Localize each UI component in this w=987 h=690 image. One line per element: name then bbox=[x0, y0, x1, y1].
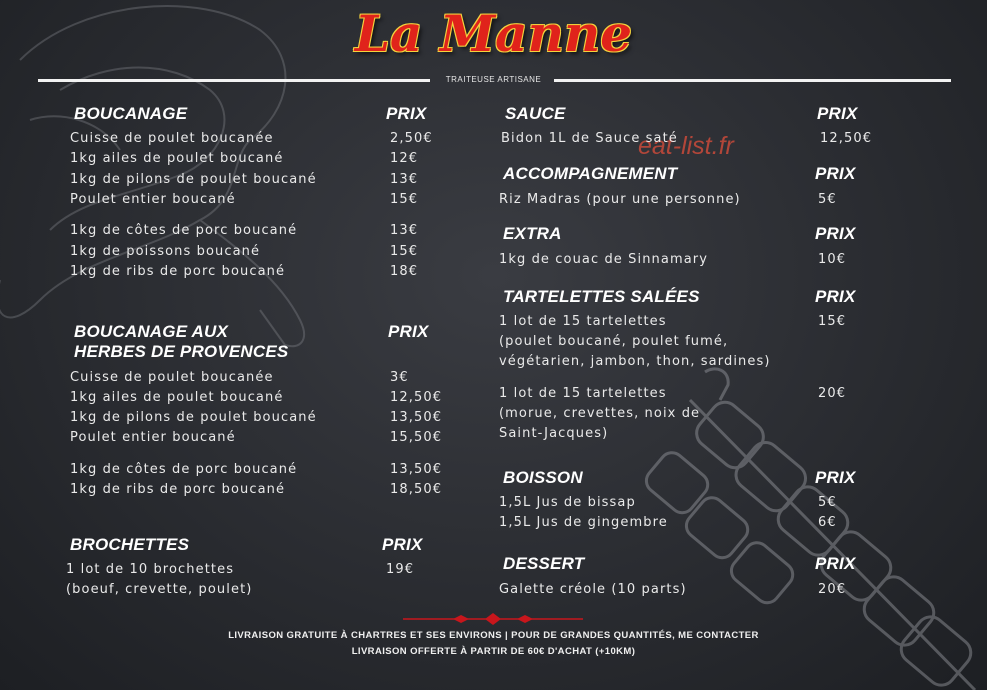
menu-item-name: 1 lot de 15 tartelettes bbox=[499, 314, 667, 329]
menu-item-price: 15€ bbox=[818, 314, 847, 329]
price-header: PRIX bbox=[388, 322, 429, 341]
section-title: BROCHETTES bbox=[70, 535, 190, 554]
menu-item-detail: Saint-Jacques) bbox=[499, 426, 609, 441]
menu-item-name: 1 lot de 15 tartelettes bbox=[499, 386, 667, 401]
price-header: PRIX bbox=[815, 287, 856, 306]
price-header: PRIX bbox=[815, 554, 856, 573]
price-header: PRIX bbox=[815, 224, 856, 243]
menu-item-price: 13€ bbox=[390, 172, 419, 187]
menu-item-price: 15€ bbox=[390, 192, 419, 207]
section-title: ACCOMPAGNEMENT bbox=[503, 164, 678, 183]
restaurant-title: La Manne bbox=[354, 4, 633, 63]
menu-item-price: 20€ bbox=[818, 582, 847, 597]
menu-item-name: Cuisse de poulet boucanée bbox=[70, 370, 274, 385]
divider-ornament-icon bbox=[403, 613, 583, 625]
menu-item-price: 18,50€ bbox=[390, 482, 443, 497]
price-header: PRIX bbox=[386, 104, 427, 123]
header-rule-right bbox=[554, 79, 951, 82]
menu-item-price: 19€ bbox=[386, 562, 415, 577]
menu-item-price: 2,50€ bbox=[390, 131, 433, 146]
menu-item-name: 1 lot de 10 brochettes bbox=[66, 562, 235, 577]
section-title-line1: BOUCANAGE AUX bbox=[74, 322, 229, 341]
menu-item-name: 1,5L Jus de gingembre bbox=[499, 515, 668, 530]
menu-item-price: 5€ bbox=[818, 495, 837, 510]
restaurant-subtitle: TRAITEUSE ARTISANE bbox=[445, 75, 542, 84]
section-title-line2: HERBES DE PROVENCES bbox=[74, 342, 289, 361]
menu-item-name: 1kg ailes de poulet boucané bbox=[70, 151, 284, 166]
menu-item-detail: (morue, crevettes, noix de bbox=[499, 406, 701, 421]
section-title: BOISSON bbox=[503, 468, 583, 487]
menu-item-price: 15,50€ bbox=[390, 430, 443, 445]
menu-item-name: 1kg ailes de poulet boucané bbox=[70, 390, 284, 405]
section-title: DESSERT bbox=[503, 554, 585, 573]
menu-item-name: Poulet entier boucané bbox=[70, 430, 236, 445]
menu-item-price: 12€ bbox=[390, 151, 419, 166]
menu-item-price: 13€ bbox=[390, 223, 419, 238]
section-title: TARTELETTES SALÉES bbox=[503, 287, 700, 306]
menu-item-name: 1kg de ribs de porc boucané bbox=[70, 482, 286, 497]
menu-item-detail: (poulet boucané, poulet fumé, bbox=[499, 334, 729, 349]
menu-item-price: 10€ bbox=[818, 252, 847, 267]
menu-item-name: 1kg de couac de Sinnamary bbox=[499, 252, 709, 267]
price-header: PRIX bbox=[382, 535, 423, 554]
menu-item-detail: (boeuf, crevette, poulet) bbox=[66, 582, 253, 597]
header-rule-left bbox=[38, 79, 430, 82]
menu-item-price: 12,50€ bbox=[820, 131, 873, 146]
menu-item-name: Riz Madras (pour une personne) bbox=[499, 192, 741, 207]
menu-item-name: 1kg de ribs de porc boucané bbox=[70, 264, 286, 279]
menu-item-name: 1kg de pilons de poulet boucané bbox=[70, 410, 317, 425]
menu-item-name: Bidon 1L de Sauce saté bbox=[501, 131, 678, 146]
menu-item-price: 15€ bbox=[390, 244, 419, 259]
section-title: EXTRA bbox=[503, 224, 562, 243]
menu-item-price: 12,50€ bbox=[390, 390, 443, 405]
menu-item-name: 1kg de côtes de porc boucané bbox=[70, 223, 298, 238]
watermark-text: eat-list.fr bbox=[638, 132, 734, 160]
menu-item-price: 6€ bbox=[818, 515, 837, 530]
menu-item-name: 1,5L Jus de bissap bbox=[499, 495, 636, 510]
menu-item-price: 18€ bbox=[390, 264, 419, 279]
menu-item-price: 13,50€ bbox=[390, 410, 443, 425]
menu-item-name: Cuisse de poulet boucanée bbox=[70, 131, 274, 146]
section-title: SAUCE bbox=[505, 104, 566, 123]
menu-item-name: 1kg de poissons boucané bbox=[70, 244, 261, 259]
menu-item-price: 5€ bbox=[818, 192, 837, 207]
menu-item-price: 13,50€ bbox=[390, 462, 443, 477]
price-header: PRIX bbox=[817, 104, 858, 123]
price-header: PRIX bbox=[815, 164, 856, 183]
footer-delivery-offer: LIVRAISON OFFERTE À PARTIR DE 60€ D'ACHAT (+10KM) bbox=[351, 646, 636, 657]
section-title: BOUCANAGE bbox=[74, 104, 188, 123]
menu-item-name: 1kg de côtes de porc boucané bbox=[70, 462, 298, 477]
menu-item-price: 3€ bbox=[390, 370, 409, 385]
menu-item-price: 20€ bbox=[818, 386, 847, 401]
menu-item-name: 1kg de pilons de poulet boucané bbox=[70, 172, 317, 187]
menu-item-detail: végétarien, jambon, thon, sardines) bbox=[499, 354, 771, 369]
menu-item-name: Galette créole (10 parts) bbox=[499, 582, 687, 597]
price-header: PRIX bbox=[815, 468, 856, 487]
footer-delivery-info: LIVRAISON GRATUITE À CHARTRES ET SES ENVIRONS | POUR DE GRANDES QUANTITÉS, ME CONTACTER bbox=[228, 630, 759, 641]
menu-item-name: Poulet entier boucané bbox=[70, 192, 236, 207]
